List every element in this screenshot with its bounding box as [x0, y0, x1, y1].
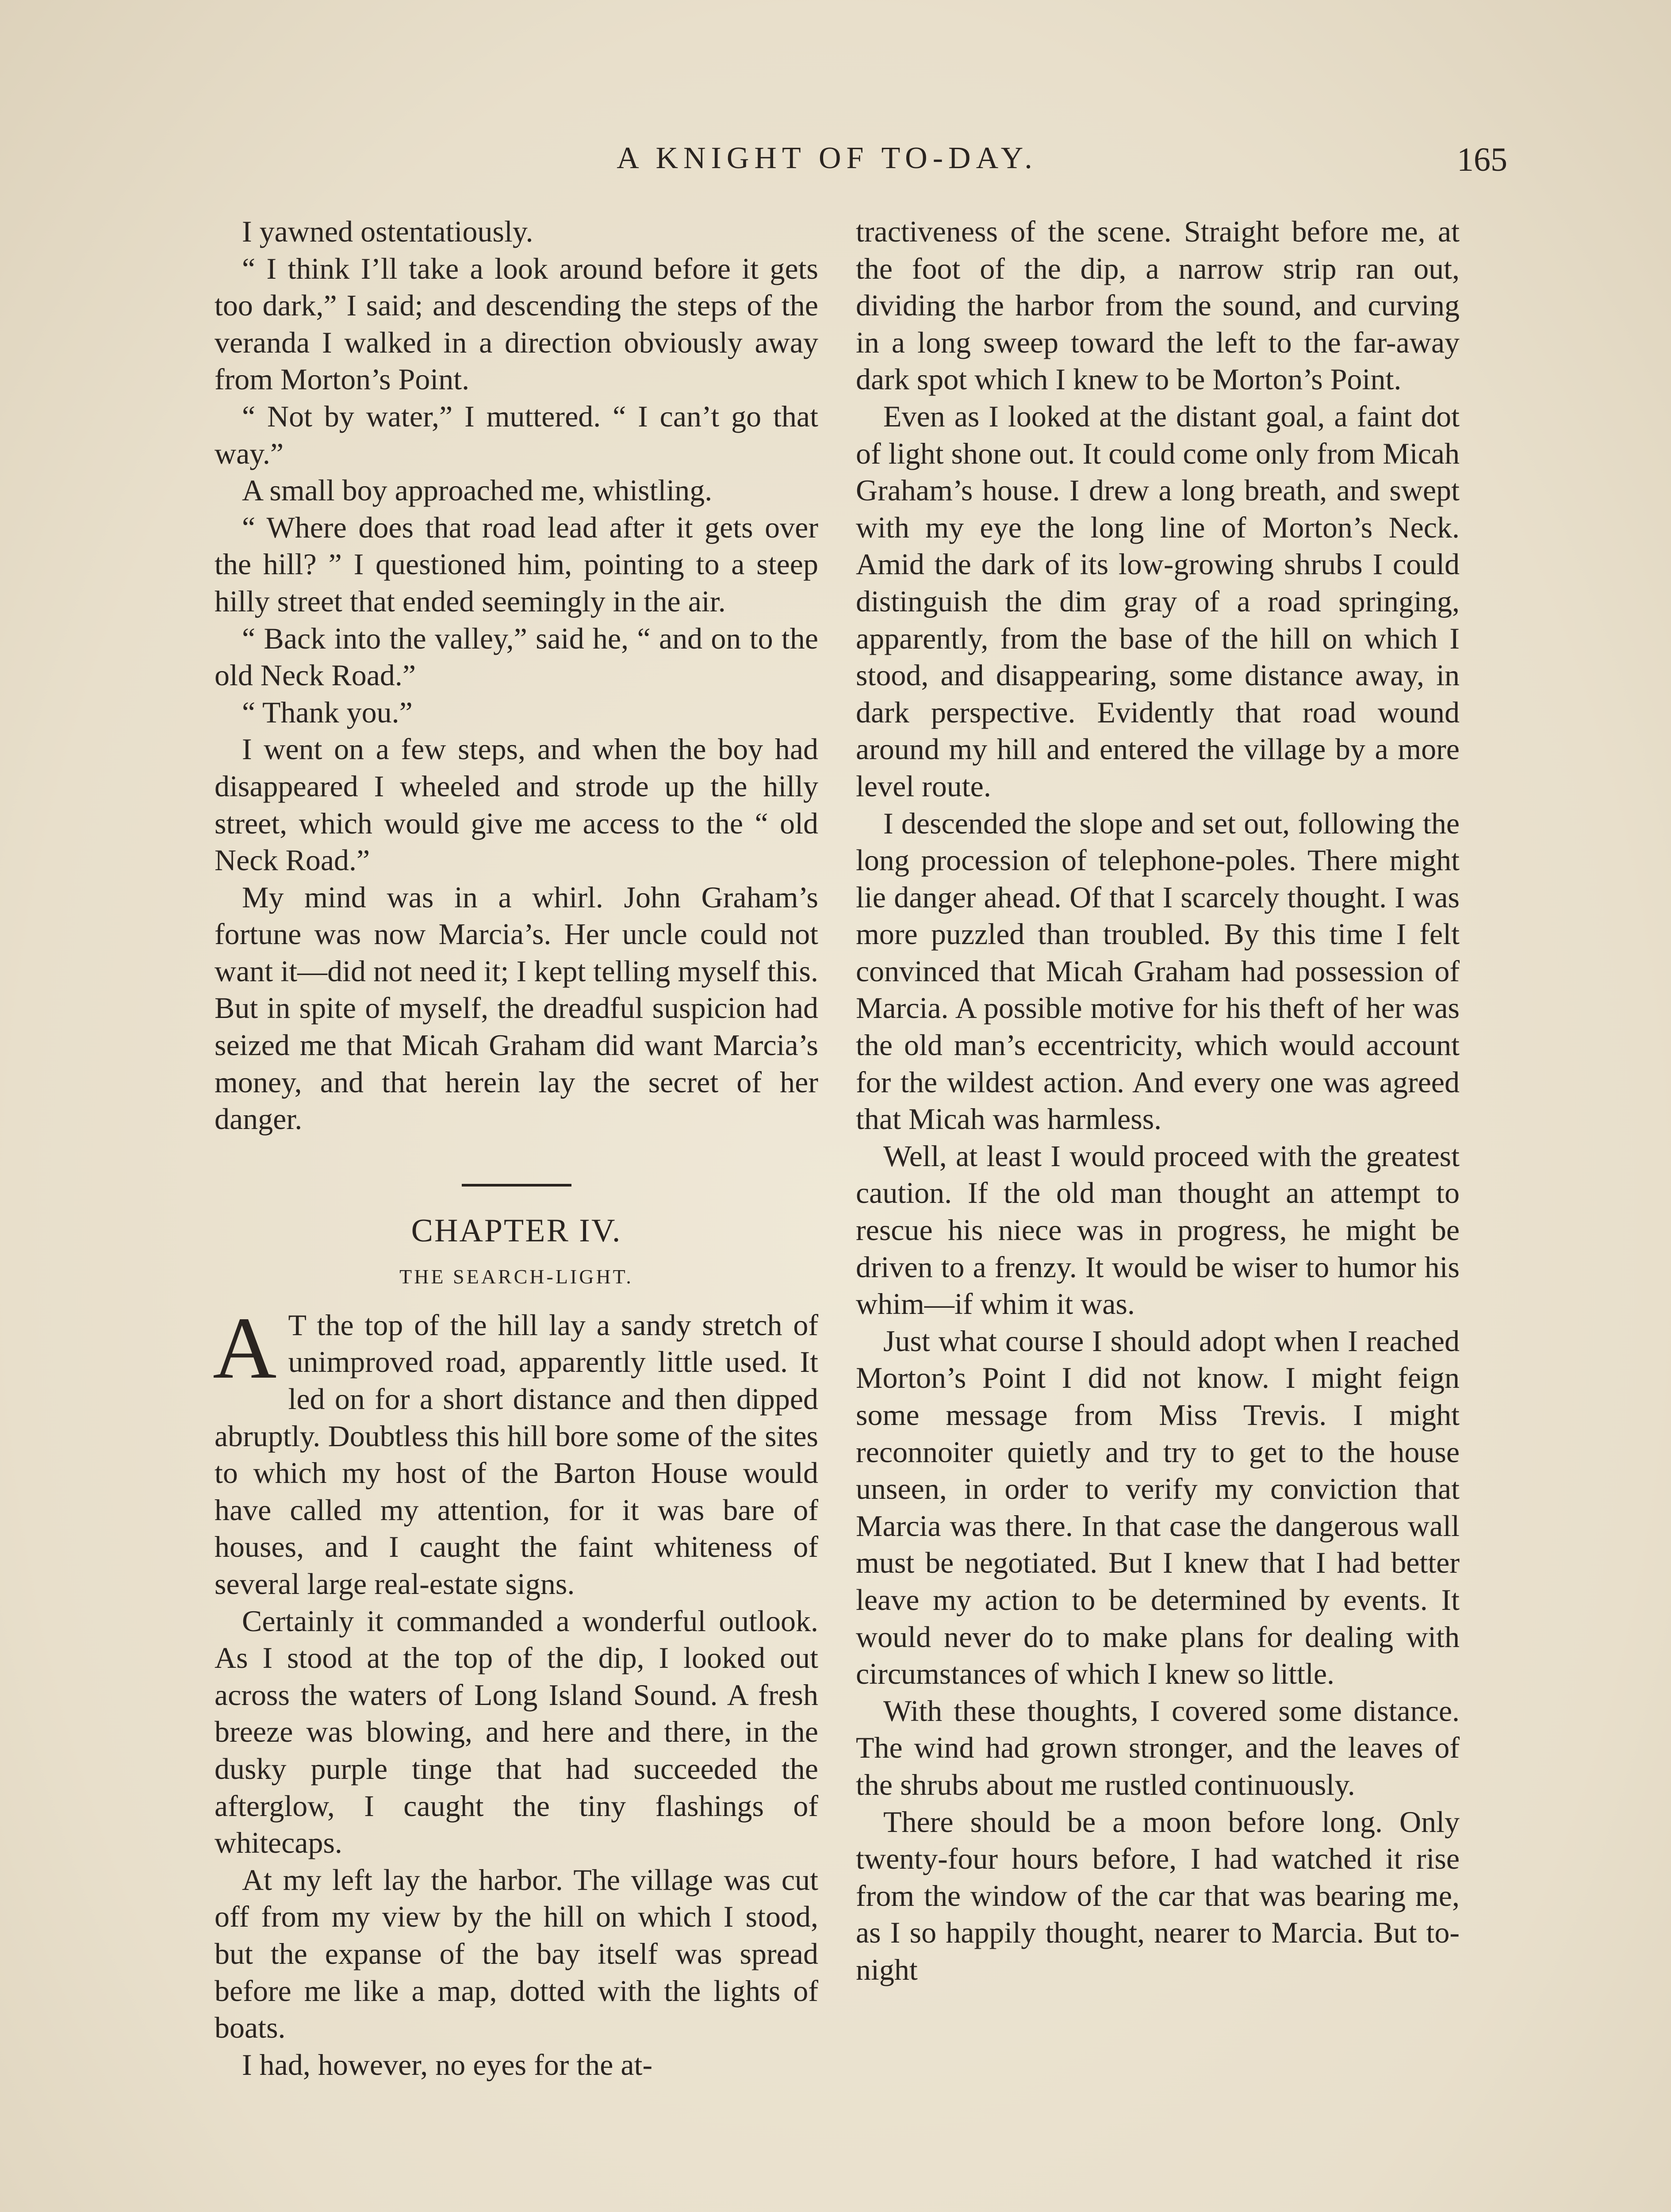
section-divider: [462, 1184, 571, 1187]
drop-cap: A: [213, 1299, 277, 1397]
paragraph: “ Not by water,” I muttered. “ I can’t go that way.”: [215, 399, 818, 470]
paragraph: I descended the slope and set out, following the long procession of telephone-poles. There might lie danger ahead. Of that I scarcely thought. I was more puzzled than troubled. By this time I felt convinced that Micah Graham had possession of Marcia. A possible motive for his theft of her was the old man’s eccentricity, which would account for the wildest action. And every one was agreed that Micah was harmless.: [856, 806, 1460, 1136]
paragraph: Even as I looked at the distant goal, a faint dot of light shone out. It could come only from Micah Graham’s house. I drew a long breath, and swept with my eye the long line of Morton’s Neck. Amid the dark of its low-growing shrubs I could distinguish the dim gray of a road springing, apparently, from the base of the hill on which I stood, and disappearing, some distance away, in dark perspective. Evidently that road wound around my hill and entered the village by a more level route.: [856, 399, 1460, 803]
running-title: A KNIGHT OF TO-DAY.: [617, 141, 1038, 175]
page-number: 165: [1457, 141, 1507, 178]
paragraph: I yawned ostentatiously.: [242, 215, 533, 248]
paragraph: A small boy approached me, whistling.: [242, 473, 713, 507]
left-column: [215, 213, 818, 2083]
chapter-subtitle: THE SEARCH-LIGHT.: [399, 1265, 633, 1288]
paragraph: My mind was in a whirl. John Graham’s fortune was now Marcia’s. Her uncle could not want it—did not need it; I kept telling myself this. But in spite of myself, the dreadful suspicion had seized me that Micah Graham did want Marcia’s money, and that herein lay the secret of her danger.: [215, 880, 818, 1136]
paragraph: Well, at least I would proceed with the greatest caution. If the old man thought an attempt to rescue his niece was in progress, he might be driven to a frenzy. It would be wiser to humor his whim—if whim it was.: [856, 1139, 1460, 1321]
paragraph-continuation: tractiveness of the scene. Straight before me, at the foot of the dip, a narrow strip ran out, dividing the harbor from the sound, and curving in a long sweep toward the left to the far-away dark spot which I knew to be Morton’s Point.: [856, 215, 1460, 396]
paragraph: With these thoughts, I covered some distance. The wind had grown stronger, and the leaves of the shrubs about me rustled continuously.: [856, 1694, 1460, 1801]
paragraph: Just what course I should adopt when I reached Morton’s Point I did not know. I might feign some message from Miss Trevis. I might reconnoiter quietly and try to get to the house unseen, in order to verify my conviction that Marcia was there. In that case the dangerous wall must be negotiated. But I knew that I had better leave my action to be determined by events. It would never do to make plans for dealing with circumstances of which I knew so little.: [856, 1324, 1460, 1691]
chapter-opening-paragraph: [213, 1299, 818, 1603]
right-column: [856, 213, 1460, 1989]
paragraph: “ Thank you.”: [242, 695, 413, 729]
paragraph: I went on a few steps, and when the boy had disappeared I wheeled and strode up the hilly street, which would give me access to the “ old Neck Road.”: [215, 732, 818, 877]
paragraph: I had, however, no eyes for the at-: [242, 2047, 653, 2081]
chapter-heading: CHAPTER IV.: [411, 1212, 622, 1249]
paragraph: “ Where does that road lead after it gets over the hill? ” I questioned him, pointing to a steep hilly street that ended seemingly in the air.: [215, 510, 818, 618]
paragraph: “ I think I’ll take a look around before it gets too dark,” I said; and descending the steps of the veranda I walked in a direction obviously away from Morton’s Point.: [215, 251, 818, 396]
opening-text: T the top of the hill lay a sandy stretch of unimproved road, apparently little used. It led on for a short distance and then dipped abruptly. Doubtless this hill bore some of the sites to which my host of the Barton House would have called my attention, for it was bare of houses, and I caught the faint whiteness of several large real-estate signs.: [215, 1308, 818, 1601]
paragraph: At my left lay the harbor. The village was cut off from my view by the hill on which I stood, but the expanse of the bay itself was spread before me like a map, dotted with the lights of boats.: [215, 1863, 818, 2045]
paragraph: “ Back into the valley,” said he, “ and on to the old Neck Road.”: [215, 621, 818, 692]
paragraph: There should be a moon before long. Only twenty-four hours before, I had watched it rise from the window of the car that was bearing me, as I so happily thought, nearer to Marcia. But to-night: [856, 1805, 1460, 1986]
paragraph: Certainly it commanded a wonderful outlook. As I stood at the top of the dip, I looked out across the waters of Long Island Sound. A fresh breeze was blowing, and here and there, in the dusky purple tinge that had succeeded the afterglow, I caught the tiny flashings of whitecaps.: [215, 1604, 818, 1860]
